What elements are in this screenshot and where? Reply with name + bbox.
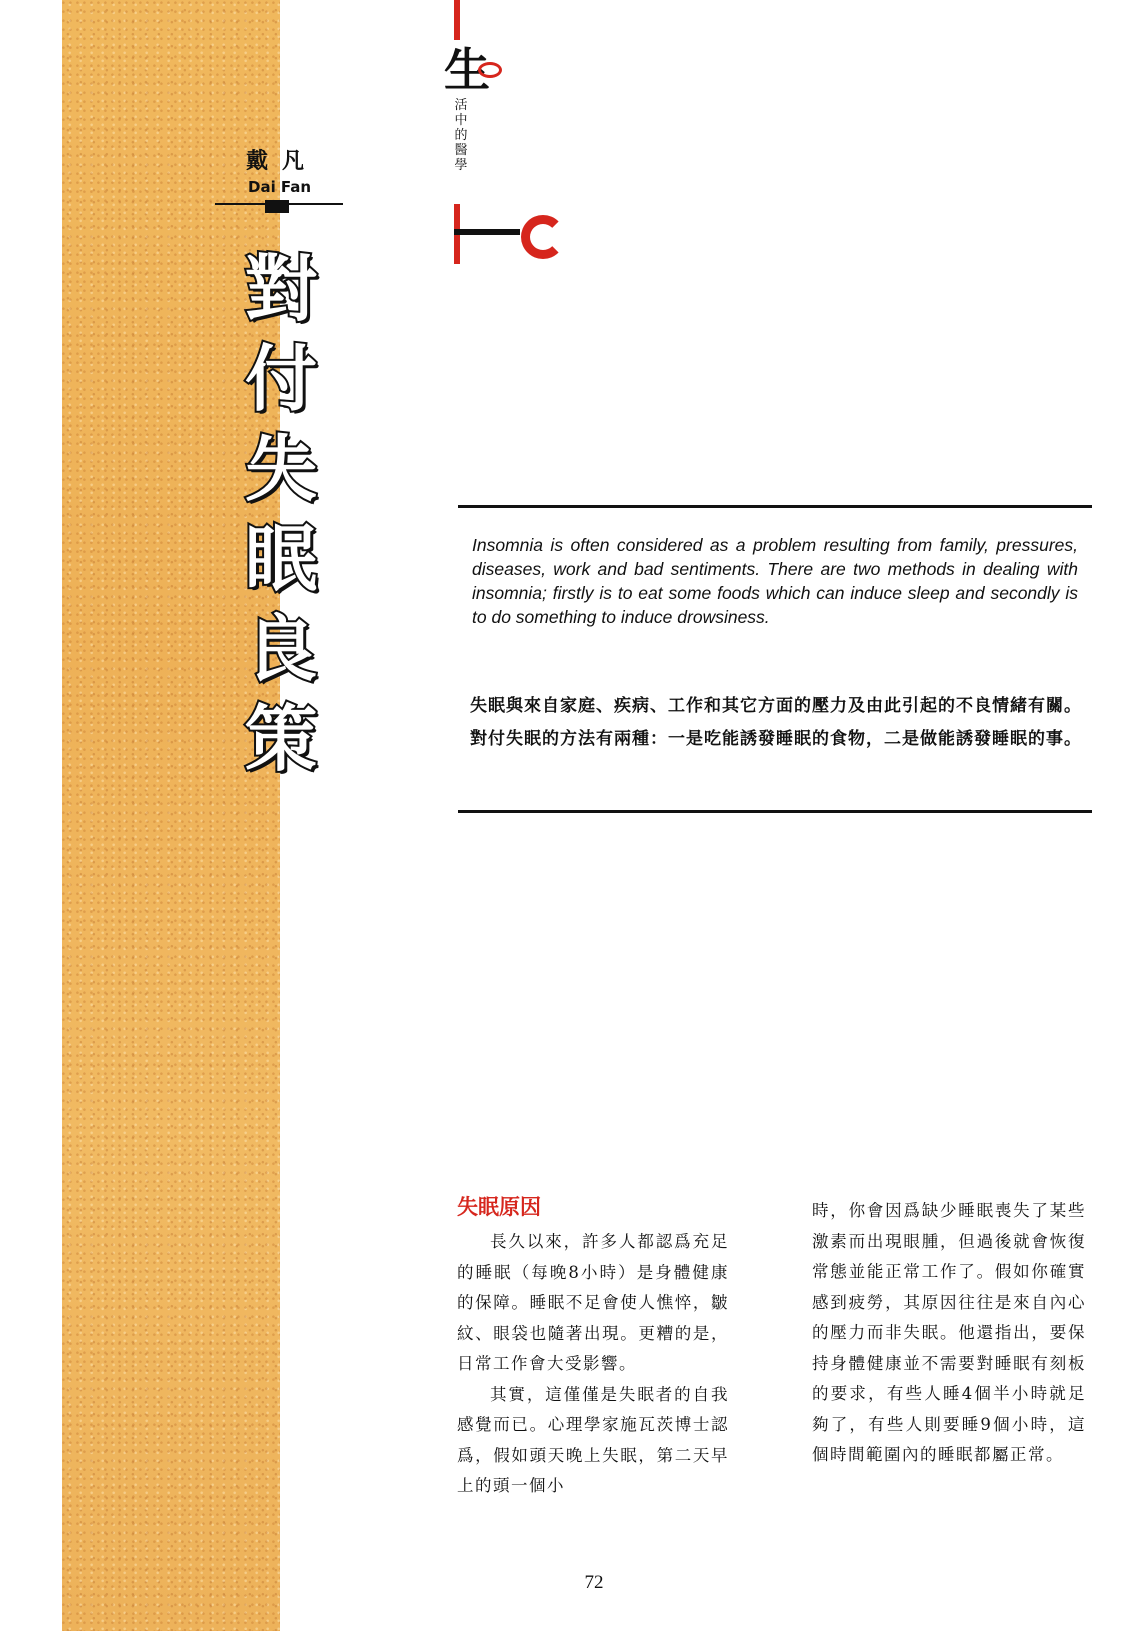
section-heading: 失眠原因 (457, 1195, 541, 1219)
author-underline-block (265, 200, 289, 213)
logo-red-bar-top (454, 0, 460, 40)
abstract-english: Insomnia is often considered as a problem resulting from family, pressures, diseases, work and bad sentiments. There are two methods in dealing with insomnia; firstly is to eat some foods which can induce sleep and secondly is to do something to induce drowsiness. (472, 535, 1078, 627)
abstract-top-rule (458, 505, 1092, 508)
title-char: 對 (244, 247, 317, 331)
body-column-right (812, 1196, 1086, 1471)
title-char: 失 (244, 427, 317, 511)
logo-black-bar (454, 229, 520, 235)
abstract-chinese: 失眠與來自家庭、疾病、工作和其它方面的壓力及由此引起的不良情緒有關。對付失眠的方法有兩種：一是吃能誘發睡眠的食物，二是做能誘發睡眠的事。 (470, 696, 1082, 749)
body-paragraph: 長久以來，許多人都認爲充足的睡眠（每晚8小時）是身體健康的保障。睡眠不足會使人憔悴，皺紋、眼袋也隨著出現。更糟的是，日常工作會大受影響。 (457, 1232, 729, 1373)
body-column-left (457, 1227, 729, 1502)
body-paragraph: 時，你會因爲缺少睡眠喪失了某些激素而出現眼腫，但過後就會恢復常態並能正常工作了。假如你確實感到疲勞，其原因往往是來自內心的壓力而非失眠。他還指出，要保持身體健康並不需要對睡眠有刻板的要求，有些人睡4個半小時就足夠了，有些人則要睡9個小時，這個時間範圍內的睡眠都屬正常。 (812, 1201, 1086, 1464)
logo-subtitle (453, 98, 469, 173)
title-char: 眠 (244, 517, 317, 601)
title-char: 付 (244, 337, 317, 421)
author-name-en: Dai Fan (248, 178, 312, 196)
body-paragraph: 其實，這僅僅是失眠者的自我感覺而已。心理學家施瓦茨博士認爲，假如頭天晚上失眠，第二天早上的頭一個小 (457, 1384, 729, 1495)
logo-subtitle-char: 醫 (454, 143, 468, 158)
author-block (246, 144, 319, 196)
logo-main-char: 生 (444, 43, 490, 97)
logo-subtitle-char: 學 (454, 158, 468, 173)
abstract-bottom-rule (458, 810, 1092, 813)
logo-ring-icon (478, 62, 502, 78)
logo-subtitle-char: 的 (454, 128, 468, 143)
article-title (236, 244, 326, 784)
logo-subtitle-char: 活 (454, 98, 468, 113)
page-number: 72 (584, 1572, 604, 1593)
title-char: 良 (244, 607, 317, 691)
author-name-cn: 戴凡 (246, 149, 319, 174)
logo-c-shape-icon (521, 215, 565, 259)
logo-subtitle-char: 中 (454, 113, 468, 128)
title-char: 策 (244, 697, 317, 781)
